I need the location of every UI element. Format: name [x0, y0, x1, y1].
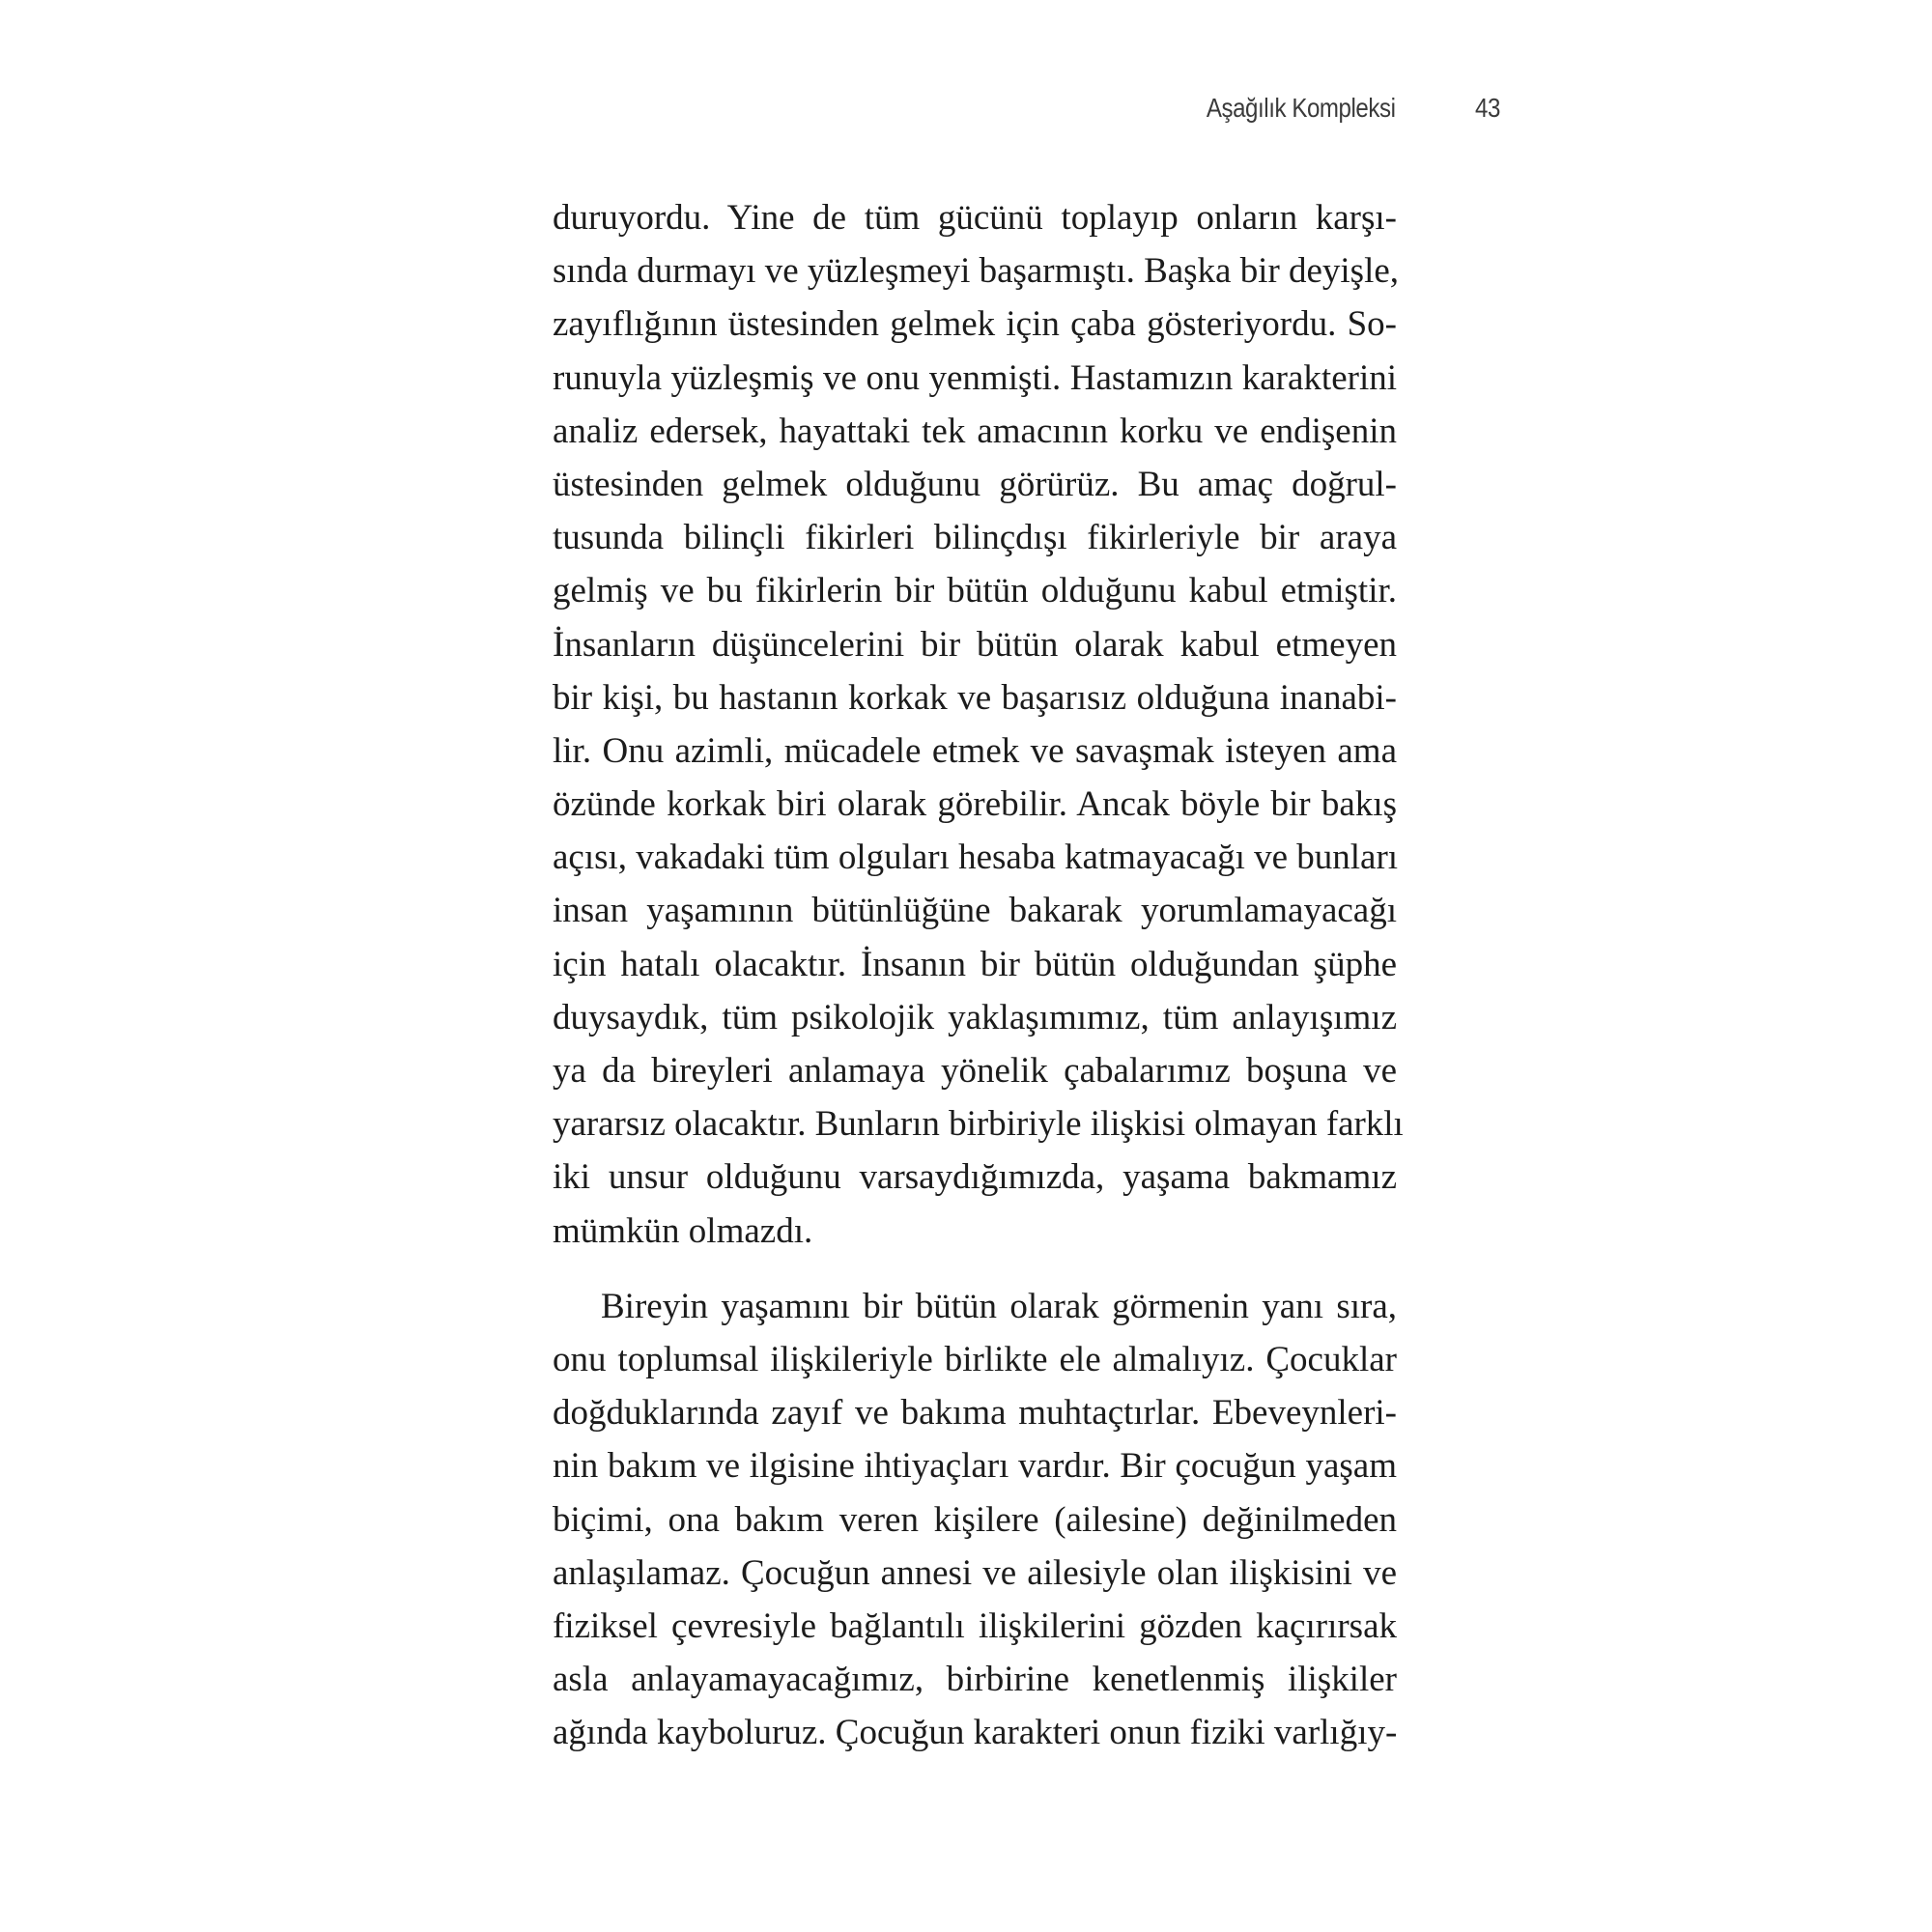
- text-line: zayıflığının üstesinden gelmek için çaba gösteriyordu. So-: [553, 304, 1397, 345]
- body-text: [553, 191, 1404, 1759]
- text-line: özünde korkak biri olarak görebilir. Ancak böyle bir bakış: [553, 784, 1397, 825]
- paragraph-2: [553, 1280, 1397, 1760]
- running-head: [0, 93, 1932, 131]
- text-line: tusunda bilinçli fikirleri bilinçdışı fikirleriyle bir araya: [553, 518, 1397, 558]
- text-line: insan yaşamının bütünlüğüne bakarak yorumlamayacağı: [553, 891, 1397, 931]
- paragraph-gap: [553, 1258, 1397, 1280]
- text-line: fiziksel çevresiyle bağlantılı ilişkilerini gözden kaçırırsak: [553, 1605, 1397, 1646]
- text-line: analiz edersek, hayattaki tek amacının korku ve endişenin: [553, 411, 1397, 451]
- text-line: mümkün olmazdı.: [553, 1210, 813, 1251]
- text-line: ya da bireyleri anlamaya yönelik çabalarımız boşuna ve: [553, 1051, 1397, 1091]
- text-line: bir kişi, bu hastanın korkak ve başarısız olduğuna inanabi-: [553, 677, 1397, 718]
- text-line: asla anlayamayacağımız, birbirine kenetlenmiş ilişkiler: [553, 1660, 1397, 1700]
- text-line: lir. Onu azimli, mücadele etmek ve savaşmak isteyen ama: [553, 730, 1397, 771]
- text-line: ağında kayboluruz. Çocuğun karakteri onun fiziki varlığıy-: [553, 1713, 1398, 1753]
- text-line: onu toplumsal ilişkileriyle birlikte ele almalıyız. Çocuklar: [553, 1339, 1397, 1379]
- text-line: sında durmayı ve yüzleşmeyi başarmıştı. Başka bir deyişle,: [553, 251, 1399, 292]
- text-line: İnsanların düşüncelerini bir bütün olarak kabul etmeyen: [553, 624, 1397, 665]
- text-line: açısı, vakadaki tüm olguları hesaba katmayacağı ve bunları: [553, 838, 1399, 878]
- text-line: için hatalı olacaktır. İnsanın bir bütün olduğundan şüphe: [553, 944, 1397, 984]
- text-line: biçimi, ona bakım veren kişilere (ailesine) değinilmeden: [553, 1499, 1397, 1540]
- running-title: Aşağılık Kompleksi: [1207, 93, 1396, 123]
- text-line: gelmiş ve bu fikirlerin bir bütün olduğunu kabul etmiştir.: [553, 571, 1397, 611]
- text-line: Bireyin yaşamını bir bütün olarak görmenin yanı sıra,: [601, 1286, 1397, 1326]
- paragraph-1: [553, 191, 1404, 1258]
- text-line: anlaşılamaz. Çocuğun annesi ve ailesiyle olan ilişkisini ve: [553, 1552, 1397, 1593]
- text-line: doğduklarında zayıf ve bakıma muhtaçtırlar. Ebeveynleri-: [553, 1393, 1397, 1434]
- text-line: yararsız olacaktır. Bunların birbiriyle ilişkisi olmayan farklı: [553, 1104, 1404, 1145]
- text-line: iki unsur olduğunu varsaydığımızda, yaşama bakmamız: [553, 1157, 1397, 1198]
- text-line: duysaydık, tüm psikolojik yaklaşımımız, tüm anlayışımız: [553, 997, 1397, 1037]
- text-line: duruyordu. Yine de tüm gücünü toplayıp onların karşı-: [553, 198, 1397, 238]
- text-line: runuyla yüzleşmiş ve onu yenmişti. Hastamızın karakterini: [553, 357, 1397, 398]
- text-line: nin bakım ve ilgisine ihtiyaçları vardır. Bir çocuğun yaşam: [553, 1446, 1397, 1487]
- text-line: üstesinden gelmek olduğunu görürüz. Bu amaç doğrul-: [553, 464, 1397, 504]
- page-number: 43: [1475, 93, 1500, 123]
